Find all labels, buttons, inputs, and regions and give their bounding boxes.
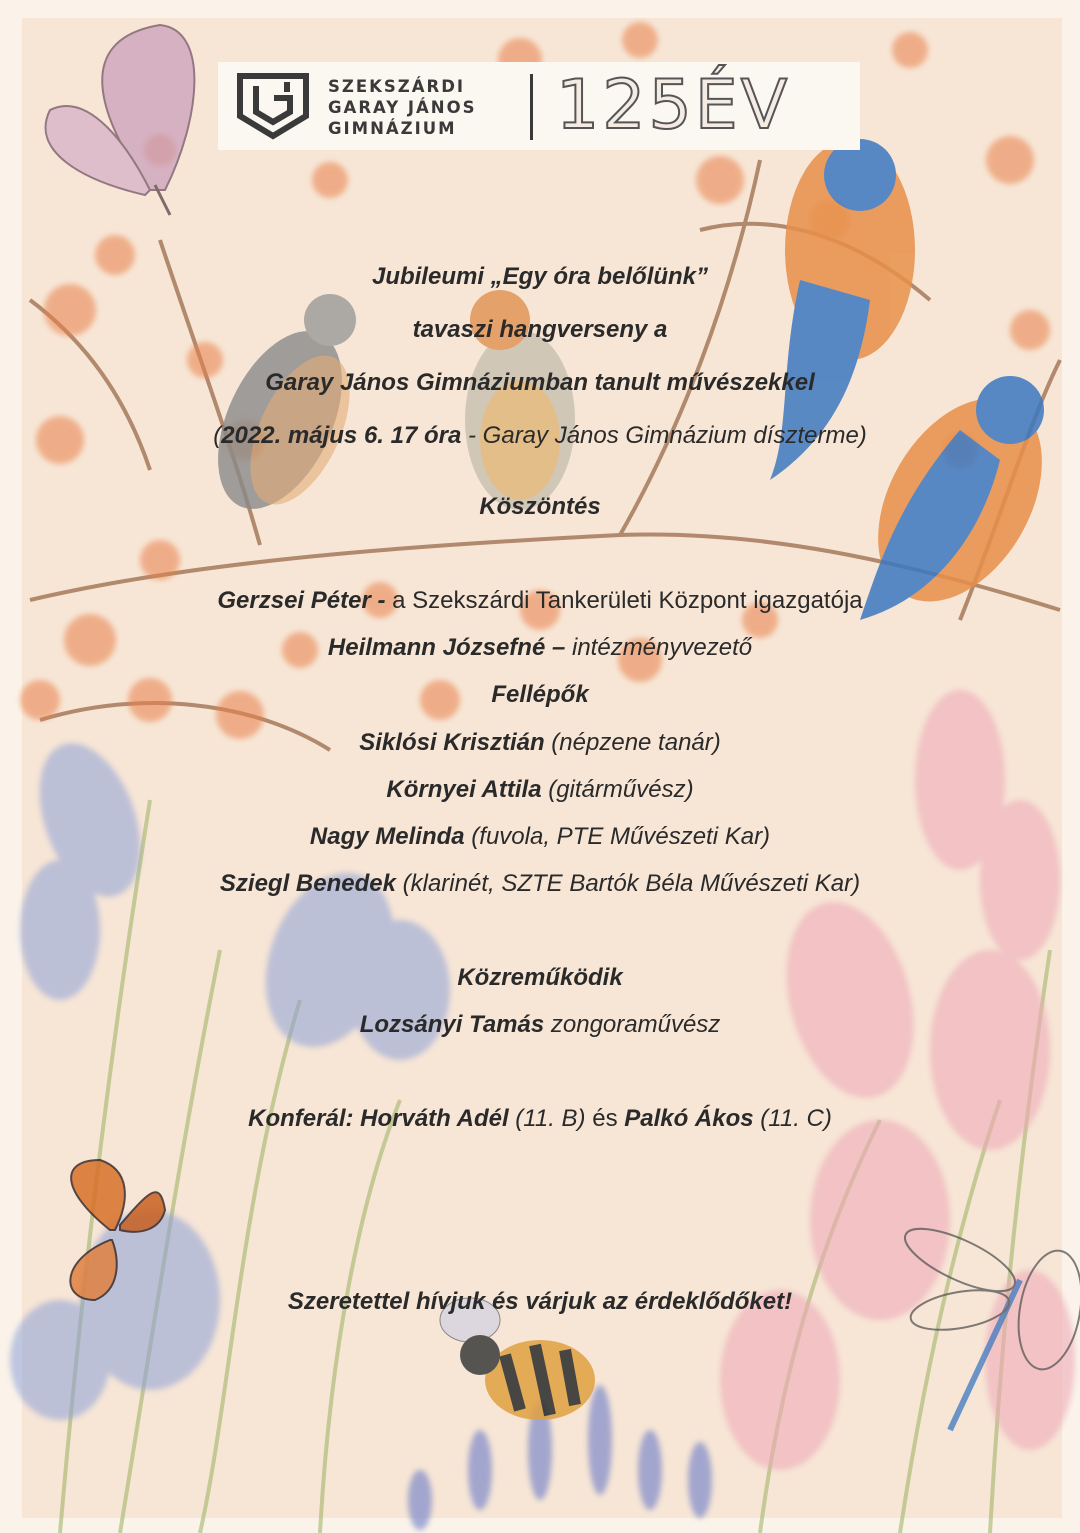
speaker-2-role: intézményvezető — [565, 634, 753, 661]
speaker-1-role: a Szekszárdi Tankerületi Központ igazgatója — [385, 587, 863, 614]
host-1-name: Konferál: Horváth Adél — [248, 1105, 509, 1132]
event-venue: - Garay János Gimnázium díszterme) — [461, 422, 867, 449]
performer-2-name: Környei Attila — [386, 776, 542, 803]
greeting-heading: Köszöntés — [479, 493, 601, 520]
anniversary-mark: 125ÉV — [556, 66, 791, 145]
performer-1-role: (népzene tanár) — [544, 729, 721, 756]
logo-divider — [530, 74, 533, 140]
speaker-1 — [0, 587, 1080, 615]
contributor-role: zongoraművész — [544, 1011, 721, 1038]
performers-heading: Fellépők — [491, 681, 589, 708]
school-name-line3: GIMNÁZIUM — [328, 119, 457, 138]
school-name-line1: SZEKSZÁRDI — [328, 77, 466, 96]
date-paren: ( — [213, 422, 222, 449]
school-crest-icon — [236, 72, 310, 140]
performer-3-role: (fuvola, PTE Művészeti Kar) — [464, 823, 771, 850]
performer-4 — [0, 870, 1080, 898]
event-date-line — [0, 422, 1080, 450]
host-2-name: Palkó Ákos — [624, 1105, 754, 1132]
performer-3 — [0, 823, 1080, 851]
contributor-heading: Közreműködik — [457, 964, 623, 991]
performer-1-name: Siklósi Krisztián — [359, 729, 545, 756]
performer-3-name: Nagy Melinda — [309, 823, 465, 850]
title-line-1: Jubileumi „Egy óra belőlünk” — [371, 263, 709, 290]
hosts-line — [0, 1105, 1080, 1133]
speaker-1-name: Gerzsei Péter - — [217, 587, 386, 614]
school-name — [328, 76, 477, 139]
closing-invitation: Szeretettel hívjuk és várjuk az érdeklődőket! — [287, 1288, 793, 1315]
host-1-class: (11. B) — [508, 1105, 586, 1132]
performer-4-name: Sziegl Benedek — [219, 870, 396, 897]
school-logo — [218, 62, 860, 150]
performer-2 — [0, 776, 1080, 804]
butterfly-top — [46, 25, 195, 215]
host-2-class: (11. C) — [753, 1105, 832, 1132]
title-line-3: Garay János Gimnáziumban tanult művészekkel — [265, 369, 815, 396]
bee — [440, 1298, 595, 1420]
performer-1 — [0, 729, 1080, 757]
hosts-and: és — [585, 1105, 625, 1132]
pink-iris — [720, 690, 1075, 1470]
performer-2-role: (gitárművész) — [541, 776, 694, 803]
speaker-2-name: Heilmann Józsefné – — [327, 634, 566, 661]
event-date: 2022. május 6. 17 óra — [221, 422, 462, 449]
school-name-line2: GARAY JÁNOS — [328, 98, 477, 117]
contributor-name: Lozsányi Tamás — [359, 1011, 545, 1038]
performer-4-role: (klarinét, SZTE Bartók Béla Művészeti Kar) — [395, 870, 861, 897]
contributor — [0, 1011, 1080, 1039]
speaker-2 — [0, 634, 1080, 662]
title-line-2: tavaszi hangverseny a — [412, 316, 668, 343]
